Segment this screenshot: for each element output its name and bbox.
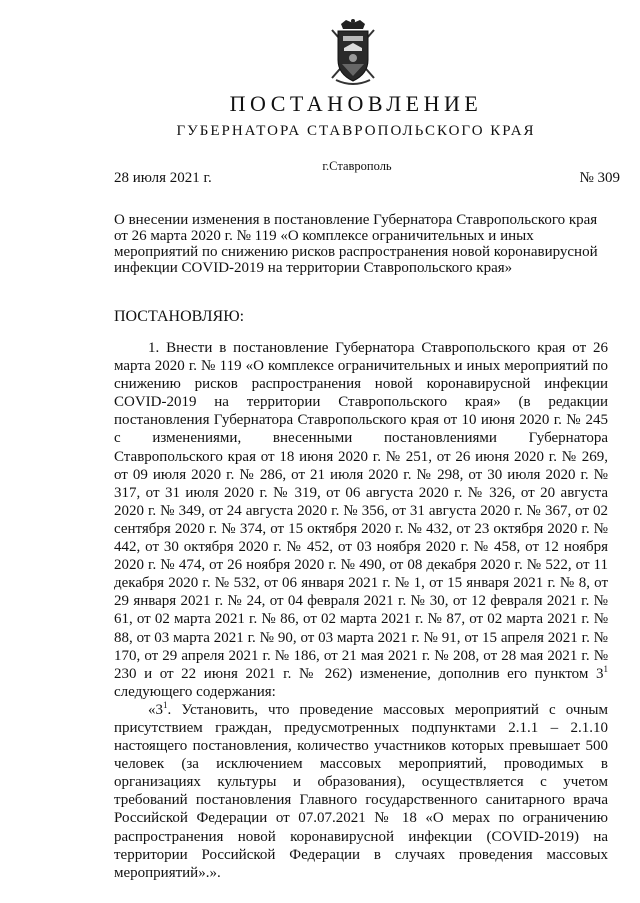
paragraph-2 — [114, 701, 608, 882]
paragraph-1-main: 1. Внести в постановление Губернатора Ставропольского края от 26 марта 2020 г. № 119 «О комплексе ограничительных и иных мероприятий по снижению рисков распространения новой коронавирусной инфекции COVID-2019 на территории Ставропольского края» (в редакции постановления Губернатора Ставропольского края от 10 июня 2020 г. № 245 с изменениями, внесенными постановлениями Губернатора Ставропольского края от 18 июня 2020 г. № 251, от 26 июня 2020 г. № 269, от 09 июля 2020 г. № 286, от 21 июля 2020 г. № 298, от 30 июля 2020 г. № 317, от 31 июля 2020 г. № 319, от 06 августа 2020 г. № 326, от 20 августа 2020 г. № 349, от 24 августа 2020 г. № 356, от 31 августа 2020 г. № 367, от 02 сентября 2020 г. № 374, от 15 октября 2020 г. № 432, от 23 октября 2020 г. № 442, от 30 октября 2020 г. № 452, от 03 ноября 2020 г. № 458, от 12 ноября 2020 г. № 474, от 26 ноября 2020 г. № 490, от 08 декабря 2020 г. № 522, от 11 декабря 2020 г. № 532, от 06 января 2021 г. № 1, от 15 января 2021 г. № 8, от 29 января 2021 г. № 24, от 04 февраля 2021 г. № 30, от 12 февраля 2021 г. № 61, от 02 марта 2021 г. № 86, от 02 марта 2021 г. № 87, от 02 марта 2021 г. № 88, от 03 марта 2021 г. № 90, от 03 марта 2021 г. № 91, от 15 апреля 2021 г. № 170, от 29 апреля 2021 г. № 186, от 21 мая 2021 г. № 208, от 28 мая 2021 г. № 230 и от 22 июня 2021 г. № 262) изменение, дополнив его пунктом 3 — [114, 340, 608, 682]
paragraph-1-end: следующего содержания: — [114, 683, 276, 700]
coat-of-arms-emblem — [328, 18, 378, 86]
document-number: № 309 — [579, 170, 620, 186]
document-subject: О внесении изменения в постановление Губернатора Ставропольского края от 26 марта 2020 г. № 119 «О комплексе ограничительных и иных мероприятий по снижению рисков распространения новой коронавирусной инфекции COVID-2019 на территории Ставропольского края» — [114, 212, 598, 276]
paragraph-1 — [114, 339, 608, 701]
paragraph-2-superscript: 1 — [163, 699, 168, 710]
paragraph-2-main: . Установить, что проведение массовых мероприятий с очным присутствием граждан, предусмотренных подпунктами 2.1.1 – 2.1.10 настоящего постановления, количество участников которых превышает 500 человек (за исключением массовых мероприятий, проводимых в организациях культуры и образования), осуществляется с учетом требований постановления Главного государственного санитарного врача Российской Федерации от 07.07.2021 № 18 «О мерах по ограничению распространения новой коронавирусной инфекции (COVID-2019) на территории Российской Федерации в случаях проведения массовых мероприятий».». — [114, 701, 608, 881]
document-body — [114, 339, 608, 882]
paragraph-1-superscript: 1 — [603, 663, 608, 674]
document-subtitle: ГУБЕРНАТОРА СТАВРОПОЛЬСКОГО КРАЯ — [176, 123, 536, 139]
document-title: ПОСТАНОВЛЕНИЕ — [229, 91, 483, 116]
document-date: 28 июля 2021 г. — [114, 170, 212, 186]
decree-word: ПОСТАНОВЛЯЮ: — [114, 308, 245, 325]
document-city: г.Ставрополь — [322, 159, 392, 173]
paragraph-2-start: «3 — [148, 701, 163, 718]
